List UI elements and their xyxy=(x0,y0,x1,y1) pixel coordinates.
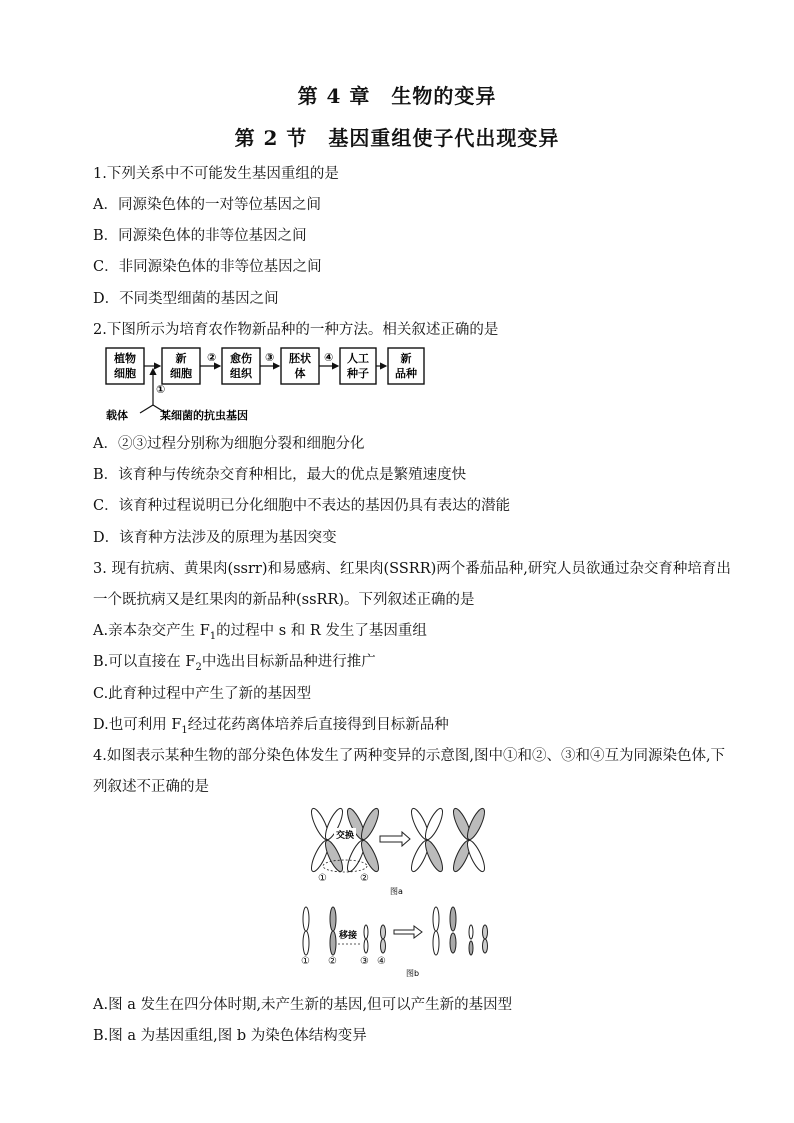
q2-option-b: B．该育种与传统杂交育种相比，最大的优点是繁殖速度快 xyxy=(93,467,467,483)
svg-text:新: 新 xyxy=(175,352,187,365)
figure-a-crossing-over xyxy=(300,806,500,896)
q4-stem-line1: 4.如图表示某种生物的部分染色体发生了两种变异的示意图,图中①和②、③和④互为同源染色体,下 xyxy=(93,748,726,764)
q1-stem: 1.下列关系中不可能发生基因重组的是 xyxy=(93,166,339,182)
flow-box-new-cell xyxy=(162,348,200,384)
chapter-title: 第 4 章 生物的变异 xyxy=(297,84,497,108)
svg-text:新: 新 xyxy=(400,352,412,365)
q1-option-d: D．不同类型细菌的基因之间 xyxy=(93,291,279,307)
step-2-label: ② xyxy=(207,351,217,364)
q3-option-a: A.亲本杂交产生 $F_1$的过程中 s 和 R 发生了基因重组 xyxy=(93,623,427,642)
svg-text:体: 体 xyxy=(294,367,306,380)
q4-option-b: B.图 a 为基因重组,图 b 为染色体结构变异 xyxy=(93,1028,367,1044)
fig-a-caption: 图a xyxy=(390,887,403,896)
fig-a-number-2: ② xyxy=(360,873,369,884)
svg-text:细胞: 细胞 xyxy=(114,367,136,380)
q3-option-c: C.此育种过程中产生了新的基因型 xyxy=(93,686,312,702)
flow-box-new-variety xyxy=(388,348,424,384)
svg-text:组织: 组织 xyxy=(230,367,252,380)
flow-box-embryoid xyxy=(281,348,319,384)
q3-stem-line2: 一个既抗病又是红果肉的新品种(ssRR)。下列叙述正确的是 xyxy=(93,592,475,608)
q1-option-b: B．同源染色体的非等位基因之间 xyxy=(93,228,307,244)
fig-b-caption: 图b xyxy=(406,969,420,978)
gene-label: 某细菌的抗虫基因 xyxy=(160,409,248,422)
flow-box-callus xyxy=(222,348,260,384)
step-3-label: ③ xyxy=(265,351,275,364)
q4-option-a: A.图 a 发生在四分体时期,未产生新的基因,但可以产生新的基因型 xyxy=(93,997,513,1013)
q3-stem-line1: 3. 现有抗病、黄果肉(ssrr)和易感病、红果肉(SSRR)两个番茄品种,研究人员欲通过杂交育种培育出 xyxy=(93,561,731,577)
figure-b-translocation xyxy=(296,904,496,980)
q3-option-d: D.也可利用 $F_1$经过花药离体培养后直接得到目标新品种 xyxy=(93,717,449,736)
move-label: 移接 xyxy=(339,931,358,941)
svg-text:细胞: 细胞 xyxy=(170,367,192,380)
vector-label: 载体 xyxy=(106,409,128,422)
q3-option-b: B.可以直接在 $F_2$中选出目标新品种进行推广 xyxy=(93,654,376,673)
fig-b-number-1: ① xyxy=(301,956,310,967)
section-title: 第 2 节 基因重组使子代出现变异 xyxy=(234,126,560,150)
q4-stem-line2: 列叙述不正确的是 xyxy=(93,779,209,795)
svg-text:种子: 种子 xyxy=(347,367,369,380)
flow-box-artificial-seed xyxy=(340,348,376,384)
svg-text:愈伤: 愈伤 xyxy=(230,352,252,365)
svg-text:胚状: 胚状 xyxy=(289,352,311,365)
fig-a-number-1: ① xyxy=(318,873,327,884)
breeding-flow-diagram xyxy=(100,345,430,423)
svg-text:植物: 植物 xyxy=(114,352,136,365)
step-4-label: ④ xyxy=(324,351,334,364)
q2-option-d: D．该育种方法涉及的原理为基因突变 xyxy=(93,530,337,546)
fig-b-number-3: ③ xyxy=(360,956,369,967)
q2-option-c: C．该育种过程说明已分化细胞中不表达的基因仍具有表达的潜能 xyxy=(93,498,511,514)
q2-stem: 2.下图所示为培育农作物新品种的一种方法。相关叙述正确的是 xyxy=(93,322,499,338)
flow-box-plant-cell xyxy=(106,348,144,384)
svg-text:人工: 人工 xyxy=(347,352,369,365)
q1-option-c: C．非同源染色体的非等位基因之间 xyxy=(93,259,322,275)
step-1-label: ① xyxy=(156,383,166,396)
fig-b-number-2: ② xyxy=(328,956,337,967)
exchange-label: 交换 xyxy=(336,831,355,841)
q1-option-a: A．同源染色体的一对等位基因之间 xyxy=(93,197,321,213)
svg-text:品种: 品种 xyxy=(395,367,417,380)
q2-option-a: A．②③过程分别称为细胞分裂和细胞分化 xyxy=(93,436,365,452)
fig-b-number-4: ④ xyxy=(377,956,386,967)
